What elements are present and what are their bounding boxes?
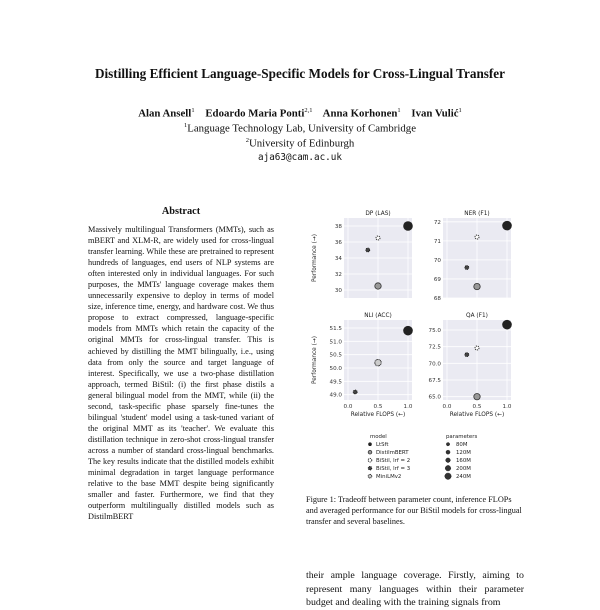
marker-bistil-lrf3: [465, 353, 469, 357]
legend-model-entry: BiStil, lrf = 2: [376, 458, 411, 464]
y-axis-label: Performance (→): [312, 336, 318, 384]
y-tick-label: 36: [334, 240, 342, 246]
y-axis-label: Performance (→): [312, 234, 318, 282]
marker-distilmbert: [368, 450, 372, 454]
marker-bistil-lrf2: [376, 236, 380, 240]
y-tick-label: 72: [433, 219, 441, 226]
y-tick-label: 70: [433, 257, 441, 264]
author-name: Ivan Vulić: [411, 107, 459, 120]
marker-distilmbert: [375, 283, 381, 289]
subplot-title: DP (LAS): [365, 211, 391, 217]
subplot-title: NLI (ACC): [364, 313, 392, 319]
legend-size-marker: [445, 465, 451, 471]
marker-ltsft: [502, 221, 512, 231]
author-sup: 2,1: [304, 107, 313, 114]
author-sup: 1: [458, 107, 462, 114]
legend-model-title: model: [370, 434, 387, 440]
x-tick-label: 0.0: [343, 404, 353, 410]
abstract-body: [88, 224, 274, 522]
paper-title: Distilling Efficient Language-Specific Models for Cross-Lingual Transfer: [94, 66, 506, 81]
legend-size-marker: [446, 443, 449, 446]
affiliation: [0, 122, 600, 135]
affiliation-text: University of Edinburgh: [248, 137, 355, 150]
author-sup: 1: [191, 107, 195, 114]
legend-size-entry: 240M: [456, 474, 471, 480]
y-tick-label: 70.0: [428, 361, 441, 368]
legend-size-entry: 160M: [456, 458, 471, 464]
x-tick-label: 1.0: [403, 404, 413, 410]
legend-size-entry: 80M: [456, 442, 468, 448]
y-tick-label: 32: [334, 272, 342, 278]
y-tick-label: 50.5: [329, 352, 342, 359]
marker-bistil-lrf3: [465, 266, 469, 270]
author-list: [0, 107, 600, 120]
figure-caption: [306, 494, 522, 527]
y-tick-label: 67.5: [428, 378, 441, 384]
subplot-title: NER (F1): [464, 211, 490, 217]
abstract-heading: Abstract: [161, 206, 201, 217]
subplot-title: QA (F1): [466, 313, 488, 319]
affiliation-sup: 1: [184, 122, 188, 129]
y-tick-label: 30: [334, 288, 342, 294]
y-tick-label: 50.0: [329, 366, 342, 372]
legend-model-entry: MiniLMv2: [376, 474, 402, 480]
marker-ltsft: [403, 221, 413, 231]
marker-bistil-lrf2: [475, 346, 479, 350]
legend-size-marker: [446, 450, 450, 454]
y-tick-label: 51.0: [329, 339, 342, 346]
y-tick-label: 69: [433, 276, 441, 283]
legend-size-entry: 120M: [456, 450, 471, 456]
y-tick-label: 49.0: [329, 392, 342, 399]
legend-size-marker: [446, 458, 451, 463]
x-tick-label: 0.5: [373, 404, 383, 410]
y-tick-label: 68: [433, 296, 441, 302]
legend-model-entry: LtSft: [376, 442, 389, 448]
marker-ltsft: [502, 320, 512, 330]
abstract-text: Massively multilingual Transformers (MMTs), such as mBERT and XLM-R, are widely used for cross-lingual transfer learning. While these are pretrained to represent hundreds of languages, end users of NLP systems are often interested only in individual languages. For such purposes, the MMTs' language coverage makes them unnecessarily expensive to deploy in terms of model size, inference time, energy, and hardware cost. We thus propose to extract compressed, language-specific models from MMTs which retain the capacity of the original MMTs for cross-lingual transfer. This is achieved by distilling the MMT bilingually, i.e., using data from only the source and target language of interest. Specifically, we use a two-phase distillation approach, termed BiStil: (i) the first phase distils a general bilingual model from the MMT, while (ii) the second, task-specific phase sparsely fine-tunes the bilingual 'student' model using a task-tuned variant of the original MMT as its 'teacher'. We evaluate this distillation technique in zero-shot cross-lingual transfer across a number of standard cross-lingual benchmarks. The key results indicate that the distilled models exhibit minimal degradation in target language performance relative to the base MMT despite being significantly smaller and faster. Furthermore, we find that they outperform multilingually distilled models such as DistilmBERT: [88, 225, 274, 522]
marker-bistil-lrf3: [368, 466, 372, 470]
marker-bistil-lrf3: [353, 390, 357, 394]
body-paragraph: [306, 569, 524, 610]
author-name: Alan Ansell: [138, 107, 192, 120]
marker-bistil-lrf3: [366, 248, 370, 252]
author-name: Anna Korhonen: [322, 107, 398, 120]
x-tick-label: 0.5: [472, 404, 482, 410]
affiliation-sup: 2: [245, 137, 249, 144]
figure-1-chart: [306, 200, 526, 490]
body-text: their ample language coverage. Firstly, aiming to represent many languages within their parameter budget and dealing with the training signals from: [306, 570, 524, 608]
legend-params-title: parameters: [446, 434, 478, 440]
author-sup: 1: [397, 107, 401, 114]
marker-minilmv2: [368, 474, 372, 478]
affiliation-text: Language Technology Lab, University of Cambridge: [187, 122, 416, 135]
y-tick-label: 71: [433, 238, 441, 245]
legend-size-entry: 200M: [456, 466, 471, 472]
marker-minilmv2: [375, 359, 381, 365]
x-axis-label: Relative FLOPS (←): [449, 412, 505, 418]
x-tick-label: 1.0: [502, 404, 512, 410]
author-email[interactable]: aja63@cam.ac.uk: [258, 152, 342, 163]
y-tick-label: 38: [334, 224, 342, 230]
marker-distilmbert: [474, 283, 480, 289]
marker-bistil-lrf2: [368, 458, 372, 462]
marker-bistil-lrf2: [475, 235, 479, 239]
y-tick-label: 51.5: [329, 326, 342, 332]
y-tick-label: 65.0: [428, 394, 441, 401]
marker-ltsft: [403, 326, 413, 336]
y-tick-label: 49.5: [329, 379, 342, 386]
legend-model-entry: DistilmBERT: [376, 450, 409, 456]
marker-distilmbert: [474, 393, 480, 399]
x-tick-label: 0.0: [442, 404, 452, 410]
x-axis-label: Relative FLOPS (←): [350, 412, 406, 418]
author-name: Edoardo Maria Ponti: [205, 107, 305, 120]
figure-caption-text: Figure 1: Tradeoff between parameter count, inference FLOPs and averaged performance for our BiStil models for cross-lingual transfer and several baselines.: [306, 495, 522, 526]
marker-ltsft: [368, 442, 372, 446]
y-tick-label: 72.5: [428, 344, 441, 351]
y-tick-label: 75.0: [428, 328, 441, 334]
legend-model-entry: BiStil, lrf = 3: [376, 466, 411, 472]
y-tick-label: 34: [334, 256, 342, 262]
legend-size-marker: [445, 473, 451, 479]
affiliation: [0, 137, 600, 150]
